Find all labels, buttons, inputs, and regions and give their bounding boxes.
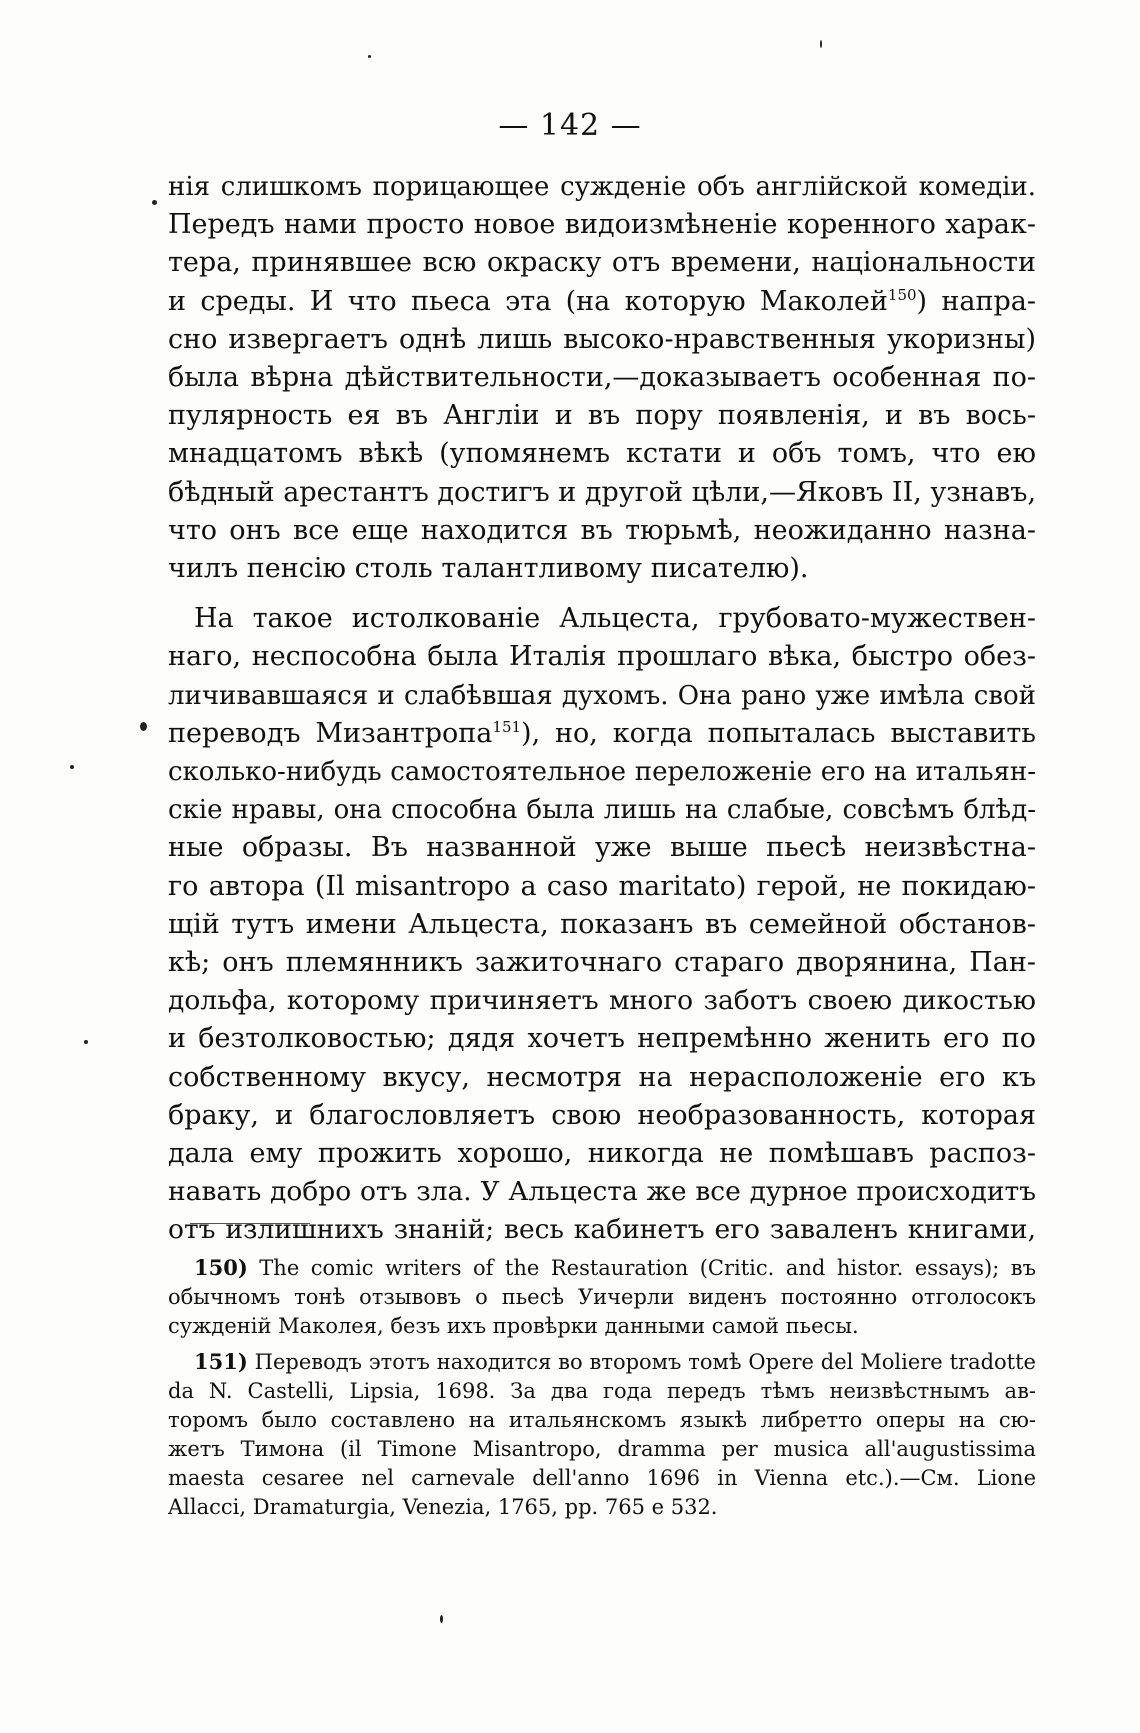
scan-speck — [820, 40, 822, 48]
footnote-151-line: maesta cesaree nel carnevale dell'anno 1696 in Vienna etc.).—См. Lione — [168, 1466, 1036, 1490]
footnote-151-line: жетъ Тимона (il Timone Misantropo, dramma per musica all'augustissima — [168, 1437, 1036, 1461]
main-text — [168, 168, 1036, 1250]
footnotes — [168, 1253, 1036, 1522]
footnote-150-line: обычномъ тонѣ отзывовъ о пьесѣ Уичерли виденъ постоянно отголосокъ — [168, 1285, 1036, 1309]
text-line: отъ излишнихъ знаній; весь кабинетъ его заваленъ книгами, — [168, 1214, 1036, 1246]
footnote-151-line: 151) Переводъ этотъ находится во второмъ томѣ Opere del Moliere tradotte — [194, 1349, 1036, 1374]
text-line: что онъ все еще находится въ тюрьмѣ, неожиданно назна- — [168, 514, 1036, 546]
footnote-151-mark: 151) — [194, 1349, 248, 1374]
scan-speck — [368, 55, 371, 58]
scan-speck — [84, 1040, 88, 1044]
text-line: го автора (Il misantropo a caso maritato) герой, не покидаю- — [168, 870, 1036, 902]
footnote-151-line: Allacci, Dramaturgia, Venezia, 1765, pp. 765 e 532. — [168, 1495, 718, 1519]
text-line: была вѣрна дѣйствительности,—доказываетъ особенная по- — [168, 362, 1036, 394]
footnote-150-line: сужденій Маколея, безъ ихъ провѣрки данными самой пьесы. — [168, 1314, 859, 1338]
footnote-150-mark: 150) — [194, 1255, 248, 1280]
text-line: кѣ; онъ племянникъ зажиточнаго стараго дворянина, Пан- — [168, 947, 1036, 979]
text-line: собственному вкусу, несмотря на нерасположеніе его къ — [168, 1061, 1036, 1093]
footnote-151-line: da N. Castelli, Lipsia, 1698. За два года передъ тѣмъ неизвѣстнымъ ав- — [168, 1379, 1036, 1403]
scan-speck — [70, 765, 74, 769]
text-line: личивавшаяся и слабѣвшая духомъ. Она рано уже имѣла свой — [168, 680, 1036, 711]
footnote-150-line: 150) The comic writers of the Restauration (Critic. and histor. essays); въ — [194, 1255, 1036, 1280]
text-line: и безтолковостью; дядя хочетъ непремѣнно женить его по — [168, 1023, 1036, 1055]
text-line: сколько-нибудь самостоятельное переложеніе его на итальян- — [168, 757, 1036, 788]
footnote-151-line: торомъ было составлено на итальянскомъ языкѣ либретто оперы на сю- — [168, 1408, 1036, 1432]
text-line: браку, и благословляетъ свою необразованность, которая — [168, 1099, 1036, 1131]
text-line: нія слишкомъ порицающее сужденіе объ англійской комедіи. — [168, 172, 1036, 202]
text-line: На такое истолкованіе Альцеста, грубовато-мужествен- — [194, 603, 1036, 635]
text-line: бѣдный арестантъ достигъ и другой цѣли,—Яковъ II, узнавъ, — [168, 476, 1036, 508]
text-line: чилъ пенсію столь талантливому писателю). — [168, 553, 809, 585]
page-number: — 142 — — [498, 108, 642, 143]
scan-speck — [152, 200, 157, 205]
text-line: переводъ Мизантропа$^{151}$), но, когда попыталась выставить — [168, 717, 1036, 749]
scan-speck — [440, 1615, 443, 1623]
text-line: скіе нравы, она способна была лишь на слабые, совсѣмъ блѣд- — [168, 795, 1036, 826]
footnote-ref-151[interactable]: 151 — [492, 717, 522, 736]
footnote-ref-150[interactable]: 150 — [887, 285, 917, 304]
text-line: наго, неспособна была Италія прошлаго вѣка, быстро обез- — [168, 641, 1036, 673]
text-line: сно извергаетъ однѣ лишь высоко-нравственныя укоризны) — [168, 323, 1036, 355]
text-line: и среды. И что пьеса эта (на которую Маколей$^{150}$) напра- — [168, 285, 1036, 317]
scan-speck — [140, 722, 147, 731]
text-line: тера, принявшее всю окраску отъ времени, національности — [168, 247, 1036, 279]
text-line: дала ему прожить хорошо, никогда не помѣшавъ распоз- — [168, 1138, 1036, 1170]
text-line: дольфа, которому причиняетъ много заботъ своею дикостью — [168, 985, 1036, 1017]
text-line: мнадцатомъ вѣкѣ (упомянемъ кстати и объ томъ, что ею — [168, 438, 1036, 470]
text-line: навать добро отъ зла. У Альцеста же все дурное происходитъ — [168, 1176, 1036, 1208]
footnote-divider — [190, 1223, 310, 1224]
text-line: пулярность ея въ Англіи и въ пору появленія, и въ вось- — [168, 400, 1036, 432]
text-line: Передъ нами просто новое видоизмѣненіе коренного харак- — [168, 209, 1036, 241]
text-line: щій тутъ имени Альцеста, показанъ въ семейной обстанов- — [168, 908, 1036, 940]
text-line: ные образы. Въ названной уже выше пьесѣ неизвѣстна- — [168, 832, 1036, 864]
